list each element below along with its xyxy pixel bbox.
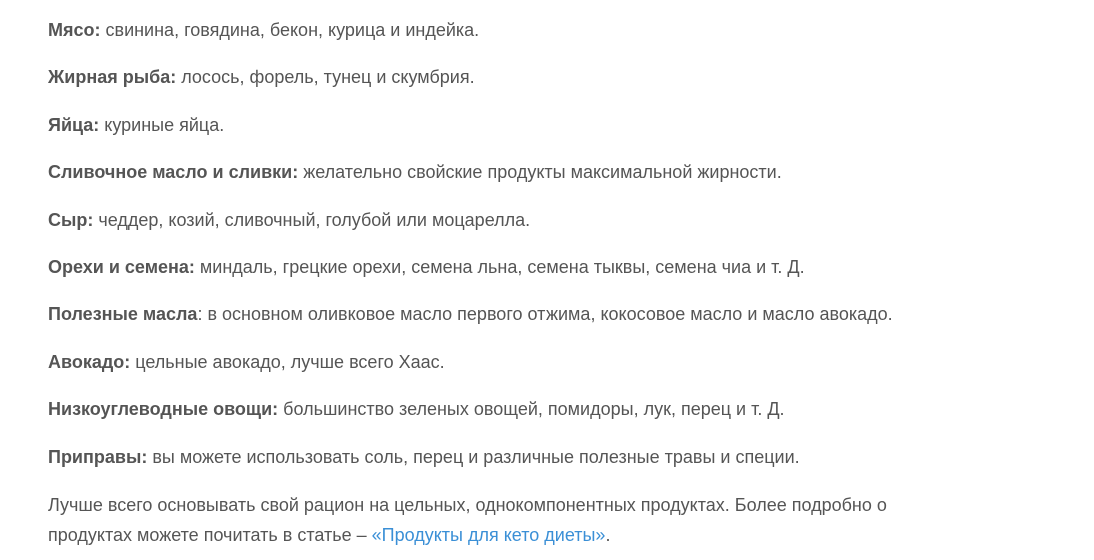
item-label: Орехи и семена:	[48, 256, 195, 277]
item-label: Авокадо:	[48, 351, 131, 372]
summary-tail: .	[605, 524, 611, 545]
item-label: Сыр:	[48, 209, 94, 230]
food-item-low-carb-vegetables	[48, 397, 1048, 421]
item-label: Полезные масла	[48, 304, 198, 325]
item-text: чеддер, козий, сливочный, голубой или моцарелла.	[93, 209, 531, 230]
item-text: свинина, говядина, бекон, курица и индейка.	[100, 20, 480, 40]
summary-text: Лучше всего основывать свой рацион на цельных, однокомпонентных продуктах. Более подробно о продуктах можете почитать в статье –	[48, 494, 887, 545]
keto-products-link[interactable]: «Продукты для кето диеты»	[371, 524, 606, 545]
food-item-eggs	[48, 113, 1048, 137]
item-text: цельные авокадо, лучше всего Хаас.	[130, 351, 445, 372]
food-item-fatty-fish	[48, 65, 1048, 89]
food-item-avocado	[48, 350, 1048, 374]
article-content	[48, 18, 1048, 550]
item-text: большинство зеленых овощей, помидоры, лук, перец и т. Д.	[278, 399, 785, 420]
item-text: куриные яйца.	[99, 114, 225, 135]
food-item-butter-cream	[48, 160, 1048, 184]
item-text: лосось, форель, тунец и скумбрия.	[176, 67, 475, 88]
food-item-condiments	[48, 445, 1048, 469]
item-text: миндаль, грецкие орехи, семена льна, семена тыквы, семена чиа и т. Д.	[194, 256, 805, 277]
food-item-meat	[48, 18, 1048, 42]
item-label: Мясо:	[48, 20, 101, 40]
summary-paragraph	[48, 490, 948, 550]
item-text: желательно свойские продукты максимальной жирности.	[298, 162, 782, 183]
item-label: Приправы:	[48, 446, 148, 467]
item-text: : в основном оливковое масло первого отжима, кокосовое масло и масло авокадо.	[197, 304, 893, 325]
food-item-healthy-oils	[48, 302, 1048, 326]
item-label: Жирная рыба:	[48, 67, 177, 88]
item-label: Сливочное масло и сливки:	[48, 162, 299, 183]
item-text: вы можете использовать соль, перец и различные полезные травы и специи.	[147, 446, 800, 467]
item-label: Низкоуглеводные овощи:	[48, 399, 279, 420]
item-label: Яйца:	[48, 114, 100, 135]
food-item-nuts-seeds	[48, 255, 1048, 279]
food-item-cheese	[48, 208, 1048, 232]
